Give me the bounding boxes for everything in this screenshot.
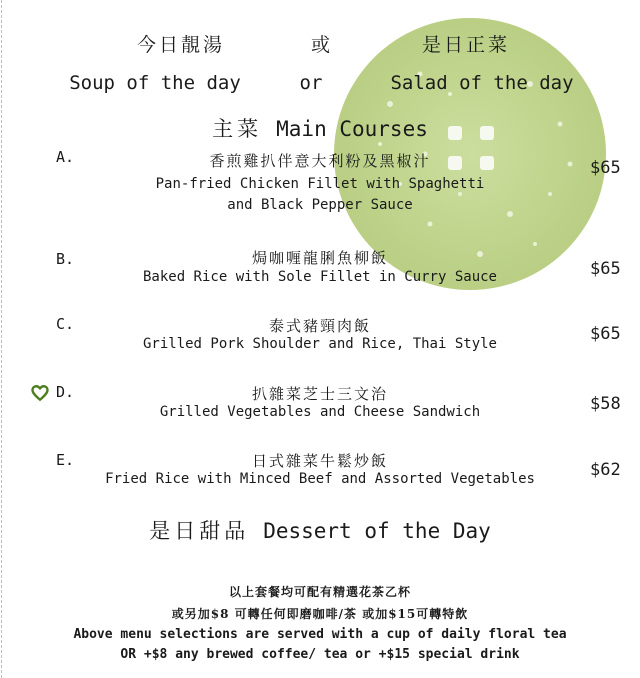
dessert-title-en: Dessert of the Day: [263, 519, 491, 543]
soup-label-zh: 今日靚湯: [136, 34, 226, 56]
item-name-en-line1: Pan-fried Chicken Fillet with Spaghetti: [155, 176, 485, 192]
item-price: $65: [590, 259, 621, 279]
header-chinese-row: [0, 30, 640, 56]
item-price: $58: [590, 394, 621, 414]
main-courses-title-en: Main Courses: [276, 117, 428, 141]
main-courses-heading: [0, 113, 640, 143]
footnote-zh-line1: 以上套餐均可配有精選花茶乙杯: [228, 585, 411, 599]
item-name-en-line2: and Black Pepper Sauce: [227, 197, 413, 213]
item-letter: E.: [56, 451, 75, 469]
item-letter: A.: [56, 148, 75, 166]
header-english-row: [0, 72, 640, 98]
item-name-zh: 扒雜菜芝士三文治: [251, 385, 388, 403]
item-name-en-line1: Baked Rice with Sole Fillet in Curry Sauce: [142, 269, 497, 285]
item-letter: C.: [56, 315, 75, 333]
or-label-en: or: [299, 72, 323, 94]
item-price: $65: [590, 324, 621, 344]
item-letter: B.: [56, 250, 75, 268]
or-label-zh: 或: [310, 34, 334, 56]
item-letter: D.: [56, 383, 75, 401]
item-name-en-line1: Grilled Vegetables and Cheese Sandwich: [159, 404, 481, 420]
item-name-zh: 香煎雞扒伴意大利粉及黑椒汁: [209, 152, 431, 170]
soup-label-en: Soup of the day: [69, 72, 241, 94]
item-name-zh: 泰式豬頸肉飯: [268, 317, 371, 335]
item-name-zh: 日式雜菜牛鬆炒飯: [251, 452, 388, 470]
item-name-zh: 焗咖喱龍脷魚柳飯: [251, 249, 388, 267]
salad-label-en: Salad of the day: [390, 72, 574, 94]
item-name-en-line1: Fried Rice with Minced Beef and Assorted Vegetables: [105, 471, 535, 487]
item-price: $62: [590, 460, 621, 480]
dessert-title-zh: 是日甜品: [149, 519, 250, 543]
footnote-zh-line2: 或另加$8 可轉任何即磨咖啡/茶 或加$15可轉特飲: [171, 607, 469, 621]
item-name-en-line1: Grilled Pork Shoulder and Rice, Thai Style: [142, 336, 497, 352]
footnote-en-line1: Above menu selections are served with a cup of daily floral tea: [73, 627, 567, 642]
salad-label-zh: 是日正菜: [421, 34, 511, 56]
item-price: $65: [590, 158, 621, 178]
dessert-heading: [0, 515, 640, 545]
main-courses-title-zh: 主菜: [212, 117, 263, 141]
footnote-en-line2: OR +$8 any brewed coffee/ tea or +$15 special drink: [120, 647, 520, 662]
